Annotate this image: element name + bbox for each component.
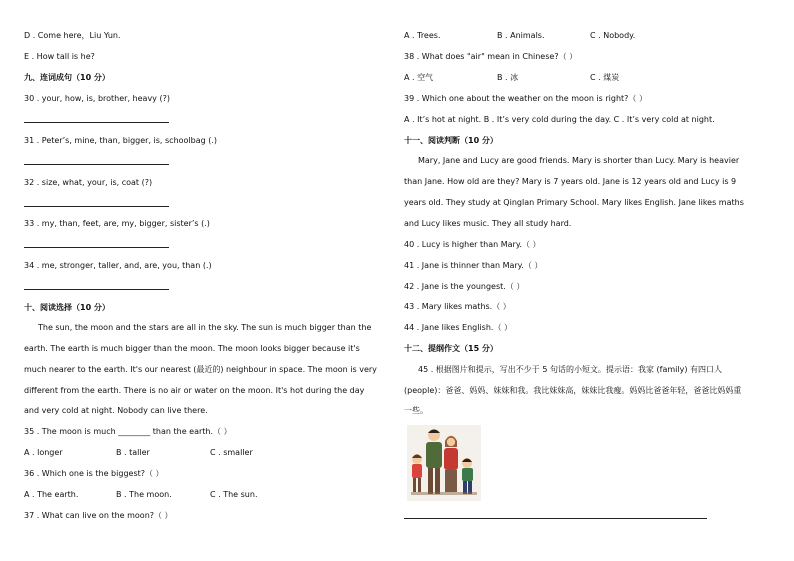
q35-option-b[interactable]: B . taller: [116, 448, 150, 457]
question-45-line3: 一些。: [404, 406, 428, 415]
question-45: 45 . 根据图片和提示，写出不少于 5 句话的小短文。提示语：我家 (family) 有四口人: [418, 365, 723, 374]
option-e: E . How tall is he?: [24, 52, 95, 61]
question-41: 41 . Jane is thinner than Mary.（ ）: [404, 261, 543, 270]
passage-line: Mary, Jane and Lucy are good friends. Mary is shorter than Lucy. Mary is heavier: [418, 156, 740, 165]
answer-line-31[interactable]: [24, 164, 169, 165]
question-42: 42 . Jane is the youngest.（ ）: [404, 282, 525, 291]
option-d: D . Come here，Liu Yun.: [24, 31, 121, 40]
question-34: 34 . me, stronger, taller, and, are, you, than (.): [24, 261, 212, 270]
q39-options[interactable]: A . It’s hot at night. B . It’s very cold during the day. C . It’s very cold at night.: [404, 115, 715, 124]
question-43: 43 . Mary likes maths.（ ）: [404, 302, 511, 311]
passage-line: and very cold at night. Nobody can live there.: [24, 406, 208, 415]
passage-line: much nearer to the earth. It's our nearest (最近的) neighbour in space. The moon is very: [24, 365, 377, 374]
section11-title: 十一、阅读判断（10 分）: [404, 136, 498, 145]
q37-option-c[interactable]: C . Nobody.: [590, 31, 636, 40]
q35-option-c[interactable]: C . smaller: [210, 448, 253, 457]
question-32: 32 . size, what, your, is, coat (?): [24, 178, 153, 187]
question-45-line2: (people)：爸爸、妈妈、妹妹和我。我比妹妹高，妹妹比我瘦。妈妈比爸爸年轻，爸爸比妈妈重: [404, 386, 742, 395]
passage-line: years old. They study at Qinglan Primary School. Mary likes English. Jane likes maths: [404, 198, 744, 207]
question-30: 30 . your, how, is, brother, heavy (?): [24, 94, 170, 103]
answer-line-34[interactable]: [24, 289, 169, 290]
passage-line: different from the earth. There is no air or water on the moon. It's hot during the day: [24, 386, 365, 395]
answer-line-33[interactable]: [24, 247, 169, 248]
question-33: 33 . my, than, feet, are, my, bigger, sister’s (.): [24, 219, 210, 228]
question-44: 44 . Jane likes English.（ ）: [404, 323, 513, 332]
question-31: 31 . Peter’s, mine, than, bigger, is, schoolbag (.): [24, 136, 218, 145]
answer-line-30[interactable]: [24, 122, 169, 123]
q36-option-b[interactable]: B . The moon.: [116, 490, 172, 499]
question-36: 36 . Which one is the biggest?（ ）: [24, 469, 164, 478]
passage-line: and Lucy likes music. They all study hard.: [404, 219, 572, 228]
family-illustration: [407, 425, 481, 501]
q35-option-a[interactable]: A . longer: [24, 448, 63, 457]
q37-option-a[interactable]: A . Trees.: [404, 31, 441, 40]
q38-option-c[interactable]: C . 煤炭: [590, 73, 620, 82]
passage-line: The sun, the moon and the stars are all in the sky. The sun is much bigger than the: [38, 323, 372, 332]
q36-option-a[interactable]: A . The earth.: [24, 490, 79, 499]
section12-title: 十二、提纲作文（15 分）: [404, 344, 498, 353]
q36-option-c[interactable]: C . The sun.: [210, 490, 258, 499]
question-38: 38 . What does "air" mean in Chinese?（ ）: [404, 52, 578, 61]
question-40: 40 . Lucy is higher than Mary.（ ）: [404, 240, 541, 249]
q37-option-b[interactable]: B . Animals.: [497, 31, 545, 40]
question-37: 37 . What can live on the moon?（ ）: [24, 511, 173, 520]
q38-option-b[interactable]: B . 冰: [497, 73, 519, 82]
question-39: 39 . Which one about the weather on the moon is right?（ ）: [404, 94, 647, 103]
question-35: 35 . The moon is much ________ than the earth.（ ）: [24, 427, 232, 436]
section9-title: 九、连词成句（10 分）: [24, 73, 110, 82]
passage-line: earth. The earth is much bigger than the moon. The moon looks bigger because it's: [24, 344, 360, 353]
q38-option-a[interactable]: A . 空气: [404, 73, 434, 82]
composition-answer-line[interactable]: [404, 518, 707, 519]
section10-title: 十、阅读选择（10 分）: [24, 303, 110, 312]
passage-line: than Jane. How old are they? Mary is 7 years old. Jane is 12 years old and Lucy is 9: [404, 177, 737, 186]
answer-line-32[interactable]: [24, 206, 169, 207]
